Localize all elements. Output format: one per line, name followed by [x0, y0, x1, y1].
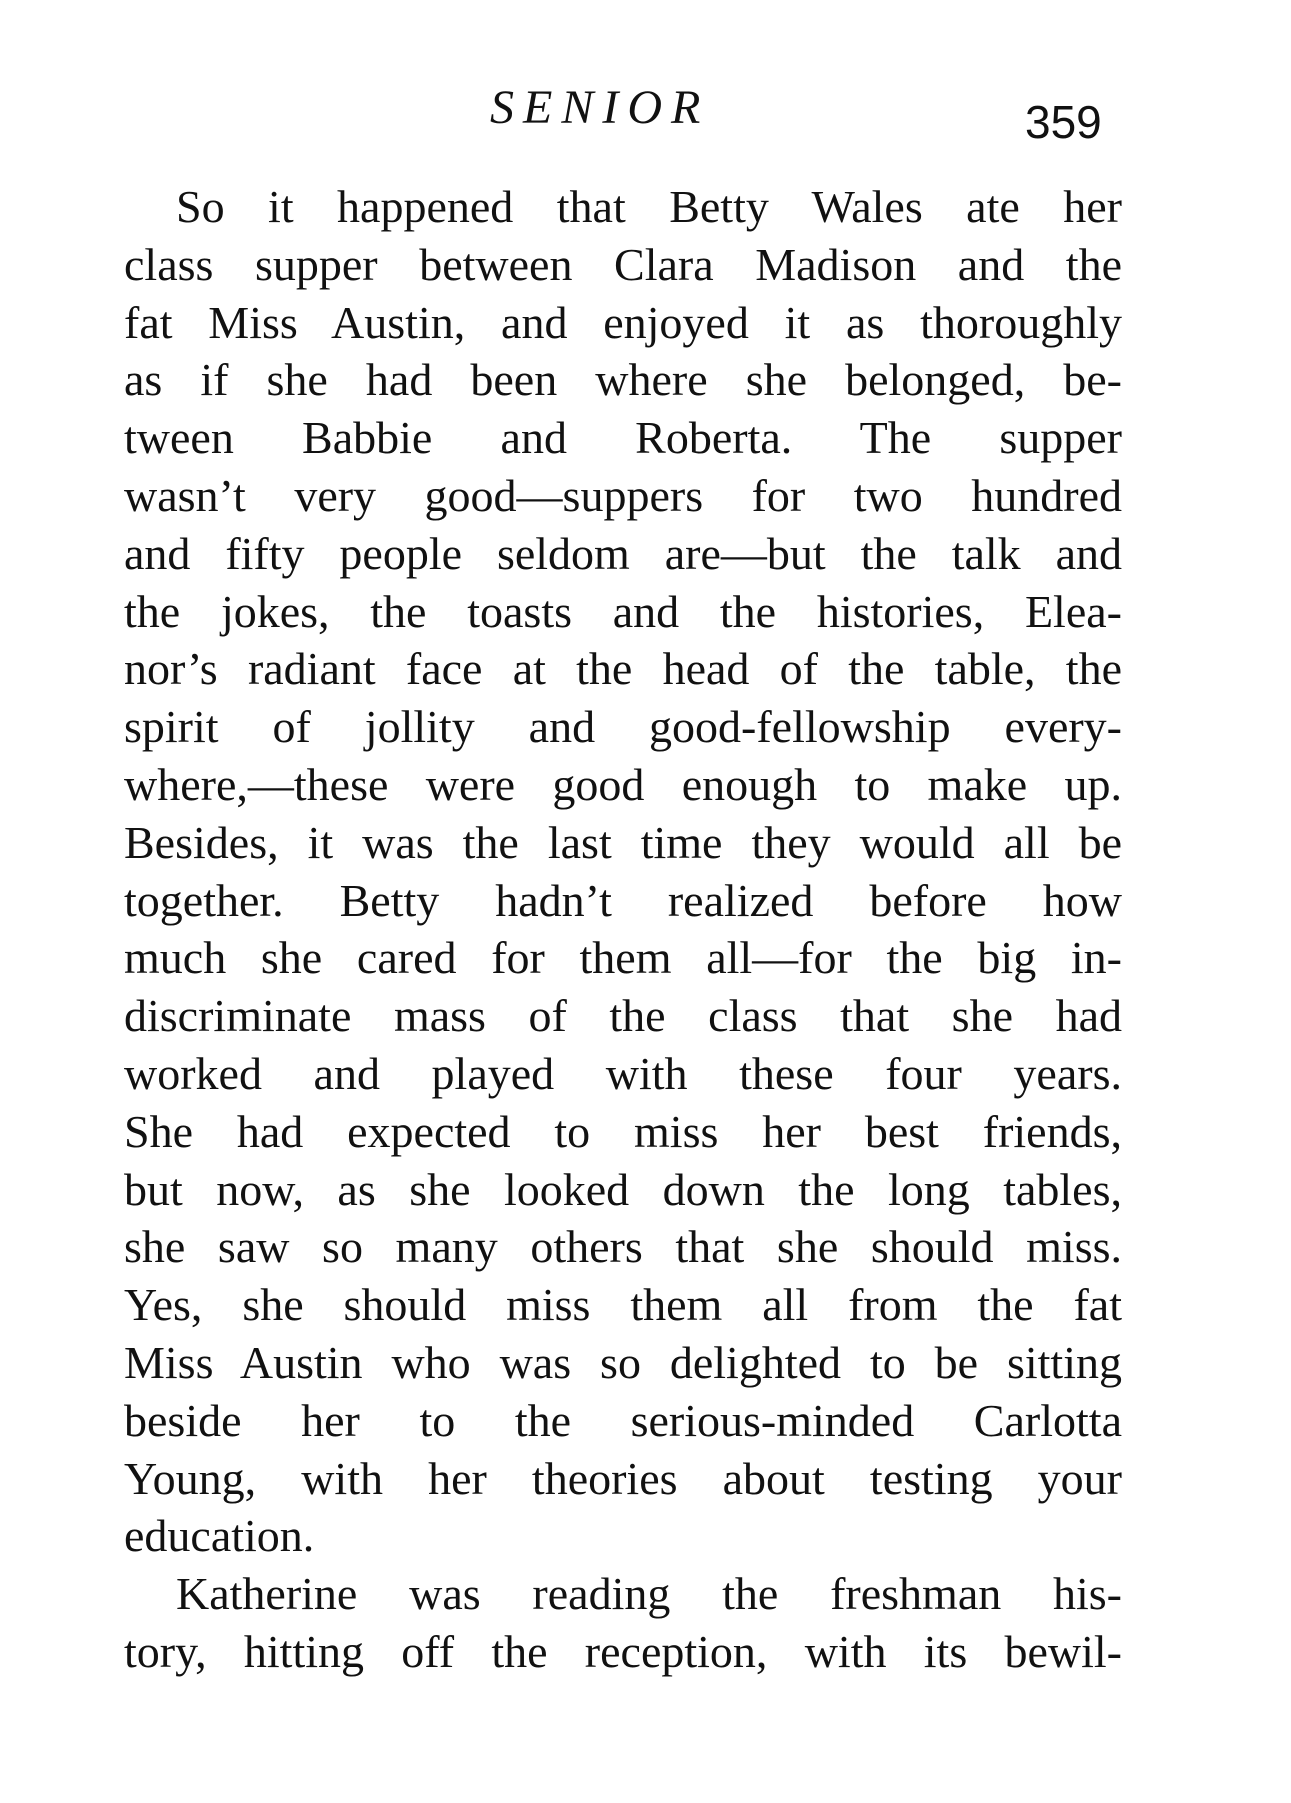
text-line: and fifty people seldom are—but the talk and: [124, 527, 1122, 579]
body-text: [124, 178, 1122, 1681]
text-line: the jokes, the toasts and the histories, Elea-: [124, 585, 1122, 637]
text-line: class supper between Clara Madison and the: [124, 238, 1122, 290]
running-title: SENIOR: [490, 81, 710, 134]
text-line: worked and played with these four years.: [124, 1047, 1122, 1099]
text-line: fat Miss Austin, and enjoyed it as thoroughly: [124, 296, 1122, 348]
text-line: discriminate mass of the class that she had: [124, 990, 1122, 1042]
text-line: much she cared for them all—for the big in-: [124, 932, 1122, 984]
running-head: [0, 78, 1291, 148]
text-line: together. Betty hadn’t realized before how: [124, 874, 1122, 926]
text-line: spirit of jollity and good-fellowship every-: [124, 701, 1122, 753]
text-line: nor’s radiant face at the head of the table, the: [124, 643, 1122, 695]
text-line: tory, hitting off the reception, with its bewil-: [124, 1625, 1122, 1677]
text-line: but now, as she looked down the long tables,: [124, 1163, 1122, 1215]
text-line: Besides, it was the last time they would all be: [124, 816, 1122, 868]
paragraph-last-line: education.: [124, 1510, 315, 1562]
text-line: beside her to the serious-minded Carlotta: [124, 1394, 1122, 1446]
text-line: tween Babbie and Roberta. The supper: [124, 412, 1122, 464]
text-line: Young, with her theories about testing your: [124, 1452, 1122, 1504]
text-line: where,—these were good enough to make up.: [124, 758, 1122, 810]
text-line: wasn’t very good—suppers for two hundred: [124, 469, 1122, 521]
paragraph-first-line: So it happened that Betty Wales ate her: [176, 181, 1122, 232]
page-number: 359: [1025, 96, 1102, 148]
text-line: She had expected to miss her best friends,: [124, 1105, 1122, 1157]
paragraph-first-line: Katherine was reading the freshman his-: [176, 1568, 1122, 1620]
text-line: she saw so many others that she should miss.: [124, 1221, 1122, 1273]
text-line: as if she had been where she belonged, be-: [124, 354, 1122, 406]
text-line: Miss Austin who was so delighted to be sitting: [124, 1336, 1122, 1388]
text-line: Yes, she should miss them all from the fat: [124, 1279, 1122, 1331]
